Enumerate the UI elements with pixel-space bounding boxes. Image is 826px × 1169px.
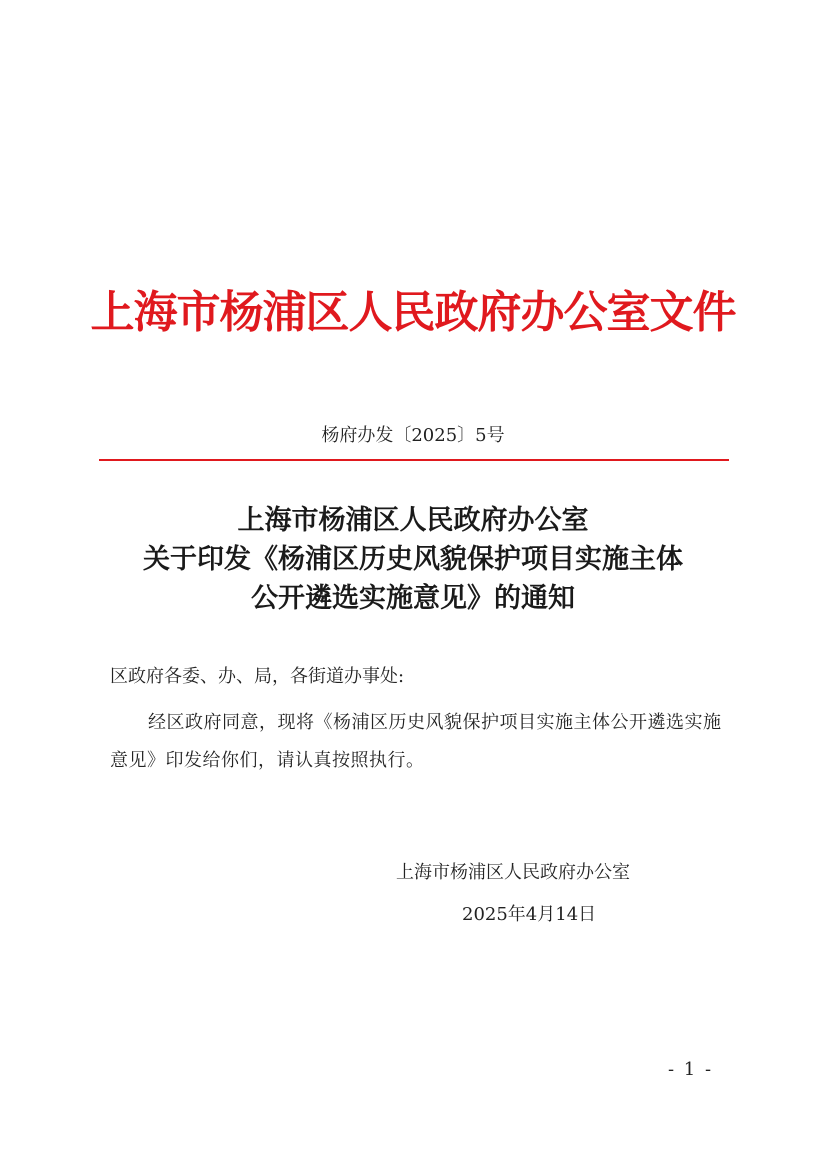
red-divider-line	[99, 459, 729, 461]
notice-title	[60, 501, 766, 618]
body-paragraph: 经区政府同意，现将《杨浦区历史风貌保护项目实施主体公开遴选实施意见》印发给你们，请认真按照执行。	[110, 712, 722, 771]
title-line-2: 关于印发《杨浦区历史风貌保护项目实施主体	[143, 544, 683, 575]
issue-date: 2025年4月14日	[462, 904, 597, 925]
recipients: 区政府各委、办、局，各街道办事处:	[110, 666, 405, 687]
title-line-3: 公开遴选实施意见》的通知	[251, 583, 575, 614]
masthead-title: 上海市杨浦区人民政府办公室文件	[90, 287, 736, 338]
issuer-signature: 上海市杨浦区人民政府办公室	[396, 862, 630, 883]
page-number: - 1 -	[668, 1059, 714, 1080]
title-line-1: 上海市杨浦区人民政府办公室	[237, 505, 589, 536]
document-number: 杨府办发〔2025〕5号	[321, 425, 505, 446]
